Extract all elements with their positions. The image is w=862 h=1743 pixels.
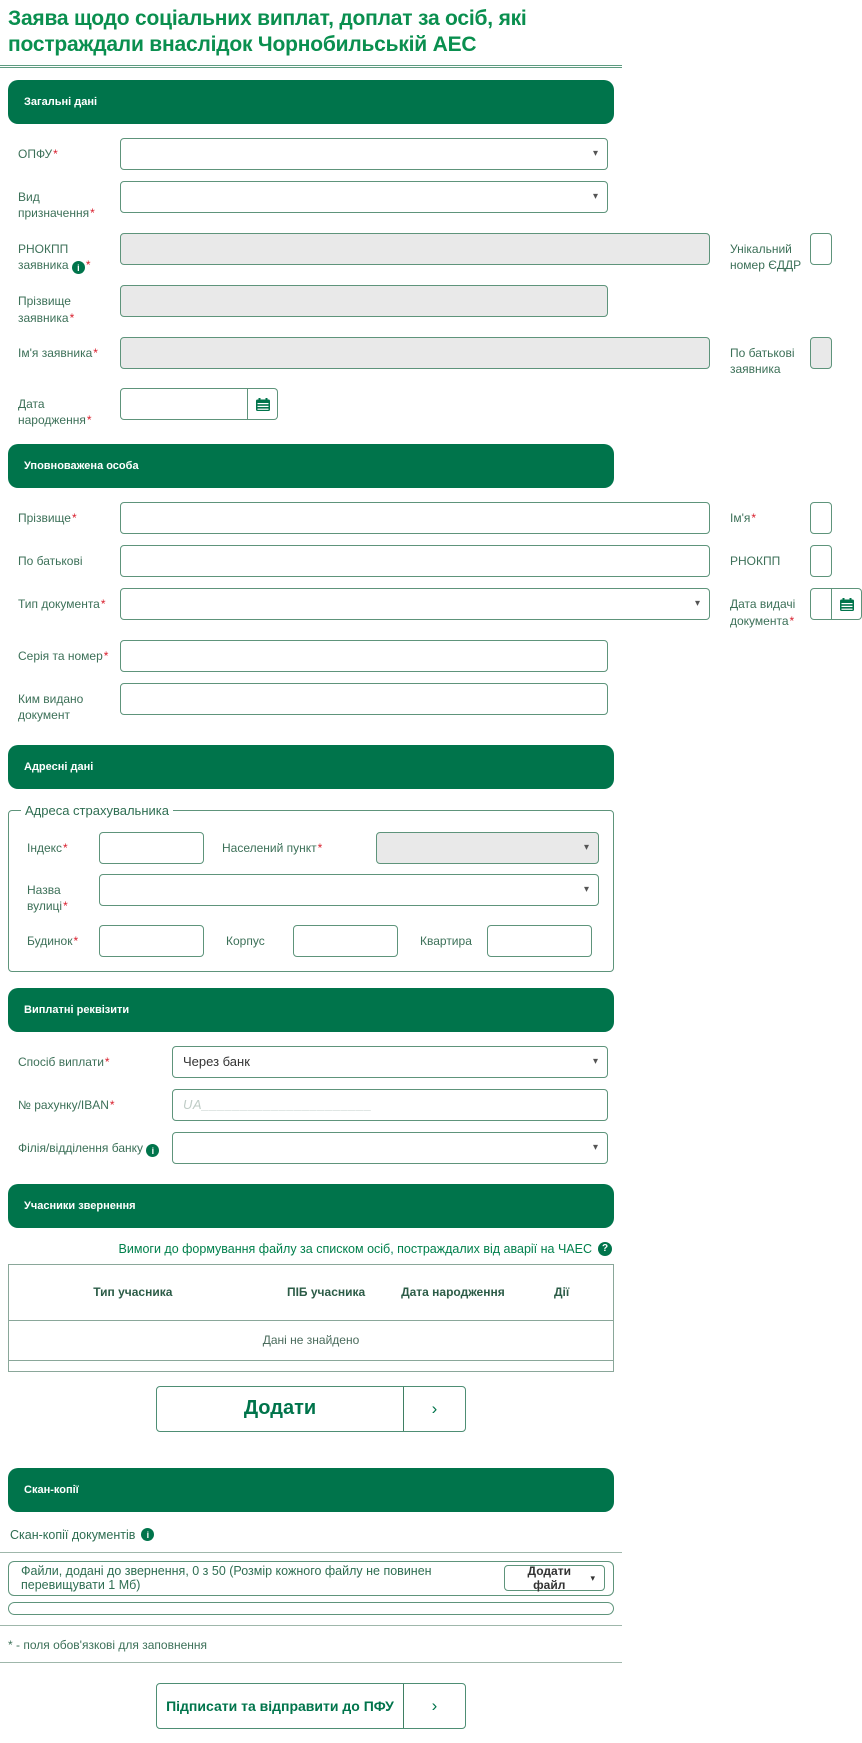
auth-name-input[interactable] <box>810 502 832 534</box>
caret-down-icon: ▾ <box>592 1055 598 1067</box>
section-header-authorized-label: Уповноважена особа <box>24 460 139 473</box>
scan-docs-label: Скан-копії документів <box>10 1527 136 1542</box>
form-row-index-settlement <box>21 832 599 864</box>
participants-table-header <box>9 1265 613 1321</box>
issued-by-input[interactable] <box>120 683 608 715</box>
form-row-rnokpp-eddr <box>18 233 802 275</box>
form-row-auth-patronymic-rnokpp <box>18 545 781 577</box>
scan-docs-label-row <box>10 1528 612 1542</box>
file-requirements-link[interactable]: Вимоги до формування файлу за списком осіб, постраждалих від аварії на ЧАЕС <box>118 1241 592 1256</box>
opfu-select[interactable] <box>120 138 608 170</box>
form-row-building-corpus-apartment <box>21 925 599 957</box>
address-fieldset <box>8 803 614 971</box>
applicant-patronymic-label: По батькові заявника <box>730 345 795 376</box>
opfu-label: ОПФУ* <box>18 147 58 162</box>
applicant-surname-label: Прізвище заявника* <box>18 294 75 325</box>
section-header-scans-label: Скан-копії <box>24 1483 79 1496</box>
form-row-bank-branch <box>18 1132 608 1164</box>
birthdate-label: Дата народження* <box>18 397 92 428</box>
applicant-name-input <box>120 337 710 369</box>
calendar-icon <box>840 598 854 611</box>
rnokpp-input <box>120 233 710 265</box>
column-header-actions: Дії <box>553 1285 570 1300</box>
form-row-payment-method <box>18 1046 608 1078</box>
form-row-opfu <box>18 138 608 170</box>
column-header-participant-name: ПІБ учасника <box>286 1285 366 1300</box>
table-empty-row: Дані не знайдено <box>9 1321 613 1361</box>
section-header-participants-label: Учасники звернення <box>24 1199 136 1212</box>
submit-button-label: Підписати та відправити до ПФУ <box>166 1697 394 1714</box>
column-header-participant-type: Тип учасника <box>93 1285 173 1300</box>
apartment-label: Квартира <box>420 933 472 948</box>
auth-patronymic-input[interactable] <box>120 545 710 577</box>
applicant-patronymic-input <box>810 337 832 369</box>
help-icon[interactable]: ? <box>598 1242 612 1256</box>
form-row-street <box>21 874 599 914</box>
form-row-applicant-surname <box>18 285 608 325</box>
section-header-authorized <box>8 444 614 488</box>
caret-down-icon: ▾ <box>583 884 589 896</box>
bank-branch-select[interactable] <box>172 1132 608 1164</box>
form-row-auth-surname-name <box>18 502 757 534</box>
form-row-iban <box>18 1089 608 1121</box>
address-fieldset-legend: Адреса страхувальника <box>25 803 169 819</box>
add-participant-button[interactable] <box>156 1386 466 1432</box>
issue-date-input[interactable] <box>810 588 832 620</box>
form-row-doc-type-date <box>18 588 796 628</box>
issue-date-label: Дата видачі документа* <box>730 597 796 628</box>
birthdate-input[interactable] <box>120 388 248 420</box>
applicant-name-label: Ім'я заявника* <box>18 345 98 360</box>
section-header-address-label: Адресні дані <box>24 761 94 774</box>
form-row-applicant-name <box>18 337 795 377</box>
birthdate-calendar-button[interactable] <box>248 388 278 420</box>
auth-surname-label: Прізвище* <box>18 511 77 526</box>
apartment-input[interactable] <box>487 925 592 957</box>
doc-type-label: Тип документа* <box>18 597 106 612</box>
bank-branch-label: Філія/відділення банку i <box>18 1132 172 1158</box>
payment-method-select[interactable] <box>172 1046 608 1078</box>
form-row-birthdate <box>18 388 608 428</box>
auth-name-label: Ім'я* <box>730 511 757 526</box>
section-header-address <box>8 745 614 789</box>
auth-surname-input[interactable] <box>120 502 710 534</box>
caret-down-icon: ▾ <box>583 842 589 854</box>
settlement-label: Населений пункт* <box>222 841 323 856</box>
add-participant-button-label: Додати <box>243 1397 317 1420</box>
section-header-general <box>8 80 614 124</box>
birthdate-group <box>120 388 278 420</box>
eddr-label: Унікальний номер ЄДДР <box>730 241 802 272</box>
caret-down-icon: ▾ <box>590 1572 595 1583</box>
chevron-right-icon: › <box>403 1684 465 1728</box>
index-label: Індекс* <box>27 841 68 856</box>
participants-table <box>8 1264 614 1372</box>
files-summary-box <box>8 1561 614 1596</box>
chevron-right-icon: › <box>403 1387 465 1431</box>
table-footer <box>9 1361 613 1371</box>
doc-type-select[interactable] <box>120 588 710 620</box>
building-label: Будинок* <box>27 933 79 948</box>
form-row-issued-by <box>18 683 608 723</box>
file-requirements-row <box>10 1242 612 1256</box>
section-header-payment <box>8 988 614 1032</box>
series-input[interactable] <box>120 640 608 672</box>
rnokpp-label: РНОКПП заявника i * <box>18 241 91 273</box>
corpus-input[interactable] <box>293 925 398 957</box>
caret-down-icon: ▾ <box>694 598 700 610</box>
caret-down-icon: ▾ <box>592 191 598 203</box>
street-label: Назва вулиці* <box>27 883 68 914</box>
submit-button[interactable] <box>156 1683 466 1729</box>
caret-down-icon: ▾ <box>592 1141 598 1153</box>
section-header-payment-label: Виплатні реквізити <box>24 1003 130 1016</box>
eddr-input[interactable] <box>810 233 832 265</box>
files-summary-text: Файли, додані до звернення, 0 з 50 (Розмір кожного файлу не повинен перевищувати 1 Мб) <box>21 1564 432 1593</box>
settlement-select <box>376 832 599 864</box>
purpose-label: Вид призначення* <box>18 190 95 221</box>
calendar-icon <box>256 398 270 411</box>
building-input[interactable] <box>99 925 204 957</box>
divider <box>0 1662 622 1663</box>
auth-rnokpp-input[interactable] <box>810 545 832 577</box>
form-row-series <box>18 640 608 672</box>
street-select[interactable] <box>99 874 599 906</box>
column-header-birthdate: Дата народження <box>401 1285 505 1300</box>
payment-method-label: Спосіб виплати* <box>18 1054 110 1069</box>
info-icon[interactable]: i <box>72 261 85 274</box>
section-header-general-label: Загальні дані <box>24 96 98 109</box>
files-list-empty-box <box>8 1602 614 1615</box>
purpose-select[interactable] <box>120 181 608 213</box>
series-label: Серія та номер* <box>18 648 109 663</box>
info-icon[interactable]: i <box>141 1528 154 1541</box>
iban-input[interactable] <box>172 1089 608 1121</box>
form-row-purpose <box>18 181 608 221</box>
divider <box>0 1625 622 1626</box>
add-file-button[interactable] <box>504 1565 605 1591</box>
applicant-surname-input <box>120 285 608 317</box>
divider <box>0 1552 622 1553</box>
add-file-button-label: Додати файл <box>527 1564 571 1593</box>
iban-label: № рахунку/IBAN* <box>18 1097 115 1112</box>
issue-date-calendar-button[interactable] <box>832 588 862 620</box>
section-header-participants <box>8 1184 614 1228</box>
title-divider <box>0 65 622 68</box>
issued-by-label: Ким видано документ <box>18 691 84 723</box>
corpus-label: Корпус <box>226 933 265 948</box>
payment-method-select-value: Через банк <box>183 1054 250 1070</box>
index-input[interactable] <box>99 832 204 864</box>
auth-rnokpp-label: РНОКПП <box>730 554 781 569</box>
auth-patronymic-label: По батькові <box>18 554 83 569</box>
section-header-scans <box>8 1468 614 1512</box>
info-icon[interactable]: i <box>146 1144 159 1157</box>
required-fields-note: * - поля обов'язкові для заповнення <box>8 1637 208 1652</box>
page-title: Заява щодо соціальних виплат, доплат за осіб, які постраждали внаслідок Чорнобильській АЕС <box>8 7 527 56</box>
caret-down-icon: ▾ <box>592 148 598 160</box>
